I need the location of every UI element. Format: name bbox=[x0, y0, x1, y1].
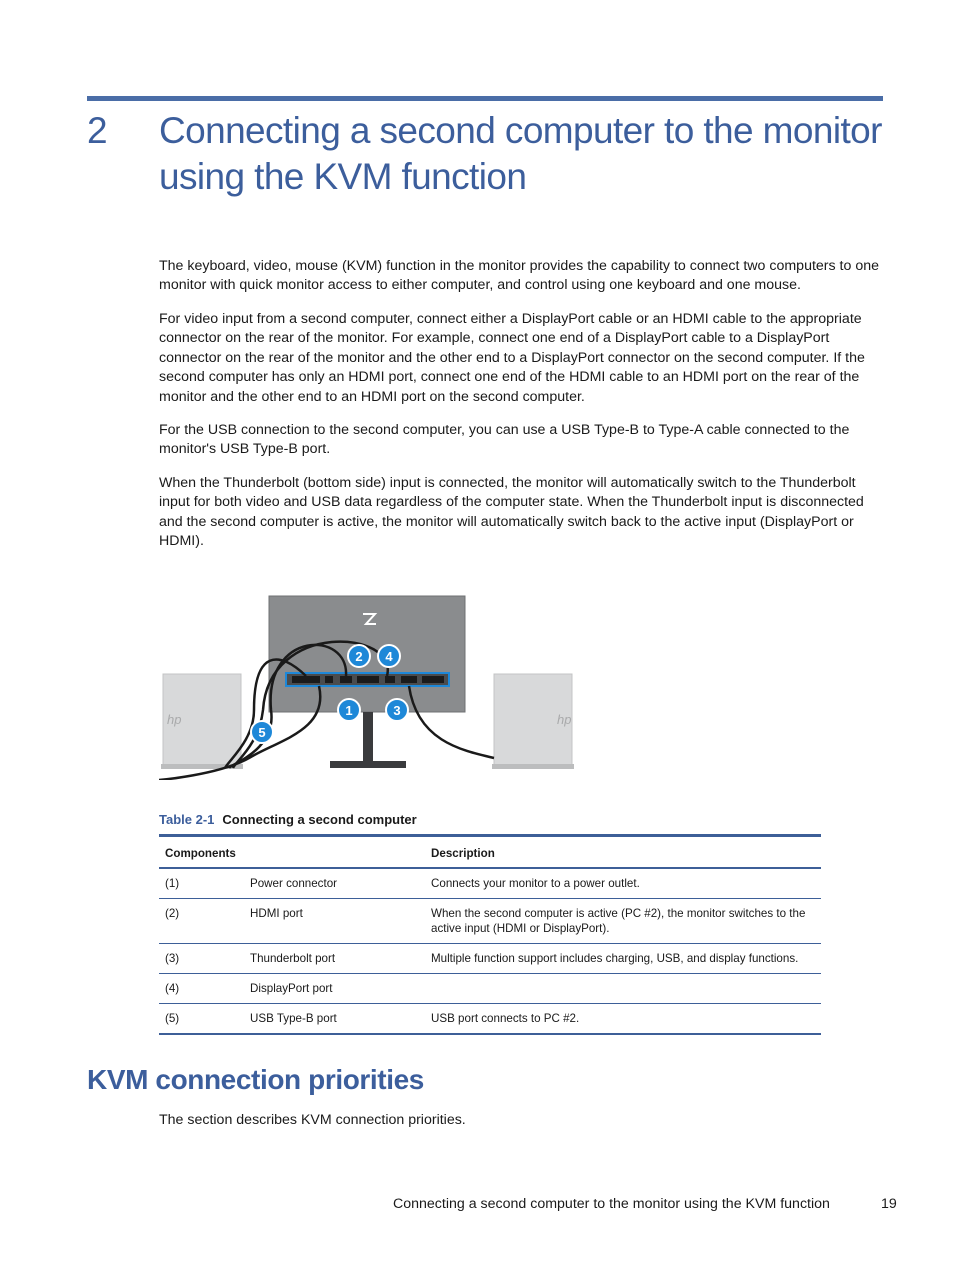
hp-logo-right: hp bbox=[557, 712, 572, 727]
row-number: (2) bbox=[159, 899, 244, 944]
table-row bbox=[159, 944, 821, 974]
row-number: (1) bbox=[159, 868, 244, 899]
header-components: Components bbox=[159, 836, 425, 869]
table-caption-title: Connecting a second computer bbox=[222, 812, 417, 827]
row-component: USB Type-B port bbox=[244, 1004, 425, 1035]
row-description: When the second computer is active (PC #2), the monitor switches to the active input (HDMI or DisplayPort). bbox=[425, 899, 821, 944]
chapter-number: 2 bbox=[87, 110, 108, 151]
table-caption bbox=[159, 812, 417, 827]
row-description bbox=[425, 974, 821, 1004]
row-description: USB port connects to PC #2. bbox=[425, 1004, 821, 1035]
callout-2-label: 2 bbox=[355, 649, 363, 664]
row-component: HDMI port bbox=[244, 899, 425, 944]
callout-5-label: 5 bbox=[258, 725, 266, 740]
table-header-row bbox=[159, 836, 821, 869]
page-number: 19 bbox=[881, 1196, 897, 1212]
table-row bbox=[159, 899, 821, 944]
row-component: Power connector bbox=[244, 868, 425, 899]
row-number: (5) bbox=[159, 1004, 244, 1035]
kvm-connection-figure bbox=[159, 590, 579, 780]
hp-logo-left: hp bbox=[167, 712, 182, 727]
section-intro: The section describes KVM connection priorities. bbox=[159, 1112, 466, 1128]
chapter-title: Connecting a second computer to the monitor using the KVM function bbox=[159, 110, 882, 197]
row-description: Multiple function support includes charging, USB, and display functions. bbox=[425, 944, 821, 974]
monitor-base bbox=[330, 761, 406, 768]
row-number: (4) bbox=[159, 974, 244, 1004]
table-row bbox=[159, 974, 821, 1004]
footer-chapter-title: Connecting a second computer to the monitor using the KVM function bbox=[393, 1196, 830, 1212]
table-row bbox=[159, 1004, 821, 1035]
header-description: Description bbox=[425, 836, 821, 869]
chapter-rule bbox=[87, 96, 883, 101]
kvm-diagram bbox=[159, 590, 579, 780]
section-title: KVM connection priorities bbox=[87, 1064, 424, 1095]
callout-4-label: 4 bbox=[385, 649, 393, 664]
paragraph-thunderbolt: When the Thunderbolt (bottom side) input is connected, the monitor will automatically switch to the Thunderbolt input for both video and USB data regardless of the computer state. When the Thunderbolt input is disconnected and the second computer is active, the monitor will automatically switch back to the active input (DisplayPort or HDMI). bbox=[159, 475, 864, 550]
callout-1-label: 1 bbox=[345, 703, 353, 718]
monitor-stand bbox=[363, 712, 373, 764]
row-component: Thunderbolt port bbox=[244, 944, 425, 974]
components-table bbox=[159, 834, 821, 1035]
paragraph-video-input: For video input from a second computer, connect either a DisplayPort cable or an HDMI cable to the appropriate connector on the rear of the monitor. For example, connect one end of a DisplayPort cable to a DisplayPort connector on the rear of the monitor and the other end to a DisplayPort connector on the second computer. If the second computer has only an HDMI port, connect one end of the HDMI cable to an HDMI port on the rear of the monitor and the other end to an HDMI port on the second computer. bbox=[159, 311, 865, 405]
paragraph-kvm-intro: The keyboard, video, mouse (KVM) function in the monitor provides the capability to connect two computers to one monitor with quick monitor access to either computer, and control using one keyboard and one mouse. bbox=[159, 258, 879, 294]
row-description: Connects your monitor to a power outlet. bbox=[425, 868, 821, 899]
table-caption-label: Table 2-1 bbox=[159, 812, 215, 827]
row-component: DisplayPort port bbox=[244, 974, 425, 1004]
paragraph-usb-connection: For the USB connection to the second computer, you can use a USB Type-B to Type-A cable connected to the monitor's USB Type-B port. bbox=[159, 422, 850, 458]
table-row bbox=[159, 868, 821, 899]
laptop-right-base bbox=[492, 764, 574, 769]
callout-3-label: 3 bbox=[393, 703, 401, 718]
row-number: (3) bbox=[159, 944, 244, 974]
